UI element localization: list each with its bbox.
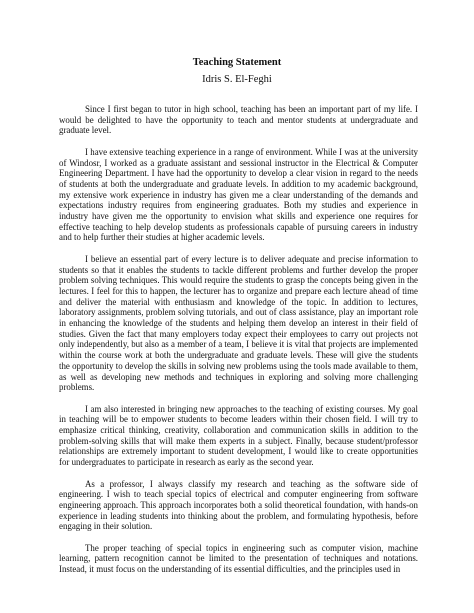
paragraph-lectures: I believe an essential part of every lecture is to deliver adequate and precise information to students so that it enables the students to tackle different problems and further develop the proper problem solving techniques. This would require the students to grasp the concepts being given in the lectures. I feel for this to happen, the lecturer has to organize and prepare each lecture ahead of time and deliver the material with enthusiasm and knowledge of the topic. In addition to lectures, laboratory assignments, problem solving tutorials, and out of class assistance, play an important role in enhancing the knowledge of the students and helping them develop an interest in their field of studies. Given the fact that many employers today expect their employees to carry out projects not only independently, but also as a member of a team, I believe it is vital that projects are implemented within the course work at both the undergraduate and graduate levels. These will give the students the opportunity to develop the skills in solving new problems using the tools made available to them, as well as developing new methods and techniques in exploring and solving more challenging problems. [59,253,418,393]
document-body [59,104,418,586]
paragraph-new-approaches: I am also interested in bringing new approaches to the teaching of existing courses. My goal in teaching will be to empower students to become leaders within their chosen field. I will try to emphasize critical thinking, creativity, collaboration and communication skills in addition to the problem-solving skills that will make them experts in a subject. Finally, because student/professor relationships are extremely important to student development, I would like to create opportunities for undergraduates to participate in research as early as the second year. [59,403,418,468]
paragraph-experience: I have extensive teaching experience in a range of environment. While I was at the university of Windosr, I worked as a graduate assistant and sessional instructor in the Electrical & Computer Engineering Department. I have had the opportunity to develop a clear vision in regard to the needs of students at both the undergraduate and graduate levels. In addition to my academic background, my extensive work experience in industry has given me a clear understanding of the demands and expectations industry requires from engineering graduates. Both my studies and experience in industry have given me the opportunity to envision what skills and experience one requires for effective teaching to help develop students as professionals capable of pursuing careers in industry and to help further their studies at higher academic levels. [59,146,418,243]
paragraph-special-topics: The proper teaching of special topics in engineering such as computer vision, machine learning, pattern recognition cannot be limited to the presentation of techniques and notations. Instead, it must focus on the understanding of its essential difficulties, and the principles used in [59,542,418,575]
document-title: Teaching Statement [192,57,282,68]
document-author: Idris S. El-Feghi [202,74,272,85]
paragraph-software-side: As a professor, I always classify my research and teaching as the software side of engineering. I wish to teach special topics of electrical and computer engineering from software engineering approach. This approach incorporates both a solid theoretical foundation, with hands-on experience in leading students into thinking about the problem, and formulating hypothesis, before engaging in their solution. [59,478,418,532]
paragraph-intro: Since I first began to tutor in high school, teaching has been an important part of my life. I would be delighted to have the opportunity to teach and mentor students at undergraduate and graduate level. [59,104,418,136]
